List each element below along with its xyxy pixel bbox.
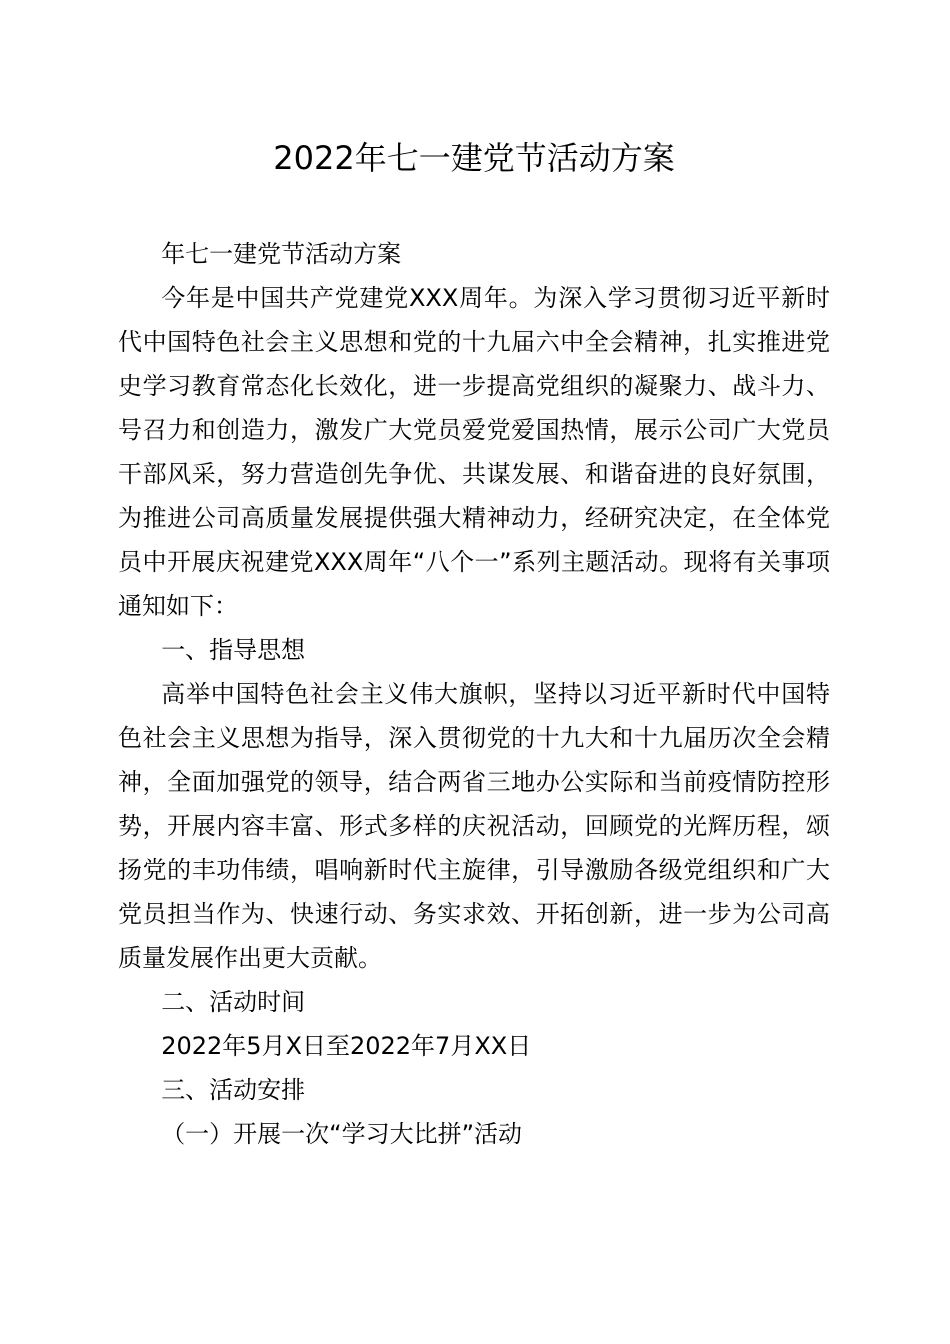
arrangement-item-1: （一）开展一次“学习大比拼”活动 bbox=[161, 1120, 523, 1148]
intro-paragraph: 今年是中国共产党建党XXX周年。为深入学习贯彻习近平新时代中国特色社会主义思想和党的十九届六中全会精神，扎实推进党史学习教育常态化长效化，进一步提高党组织的凝聚力、战斗力、号召力和创造力，激发广大党员爱党爱国热情，展示公司广大党员干部风采，努力营造创先争优、共谋发展、和谐奋进的良好氛围，为推进公司高质量发展提供强大精神动力，经研究决定，在全体党员中开展庆祝建党XXX周年“八个一”系列主题活动。现将有关事项通知如下： bbox=[118, 284, 830, 620]
document-body bbox=[118, 232, 830, 1156]
section-heading-activity-time: 二、活动时间 bbox=[161, 988, 306, 1016]
subtitle-paragraph: 年七一建党节活动方案 bbox=[161, 240, 402, 268]
section-heading-guiding-ideology: 一、指导思想 bbox=[161, 636, 306, 664]
section-heading-activity-arrangement: 三、活动安排 bbox=[161, 1076, 306, 1104]
guiding-ideology-paragraph: 高举中国特色社会主义伟大旗帜，坚持以习近平新时代中国特色社会主义思想为指导，深入贯彻党的十九大和十九届历次全会精神，全面加强党的领导，结合两省三地办公实际和当前疫情防控形势，开展内容丰富、形式多样的庆祝活动，回顾党的光辉历程，颂扬党的丰功伟绩，唱响新时代主旋律，引导激励各级党组织和广大党员担当作为、快速行动、务实求效、开拓创新，进一步为公司高质量发展作出更大贡献。 bbox=[118, 680, 830, 972]
activity-time-paragraph: 2022年5月X日至2022年7月XX日 bbox=[161, 1032, 532, 1060]
document-title: 2022年七一建党节活动方案 bbox=[273, 139, 675, 177]
